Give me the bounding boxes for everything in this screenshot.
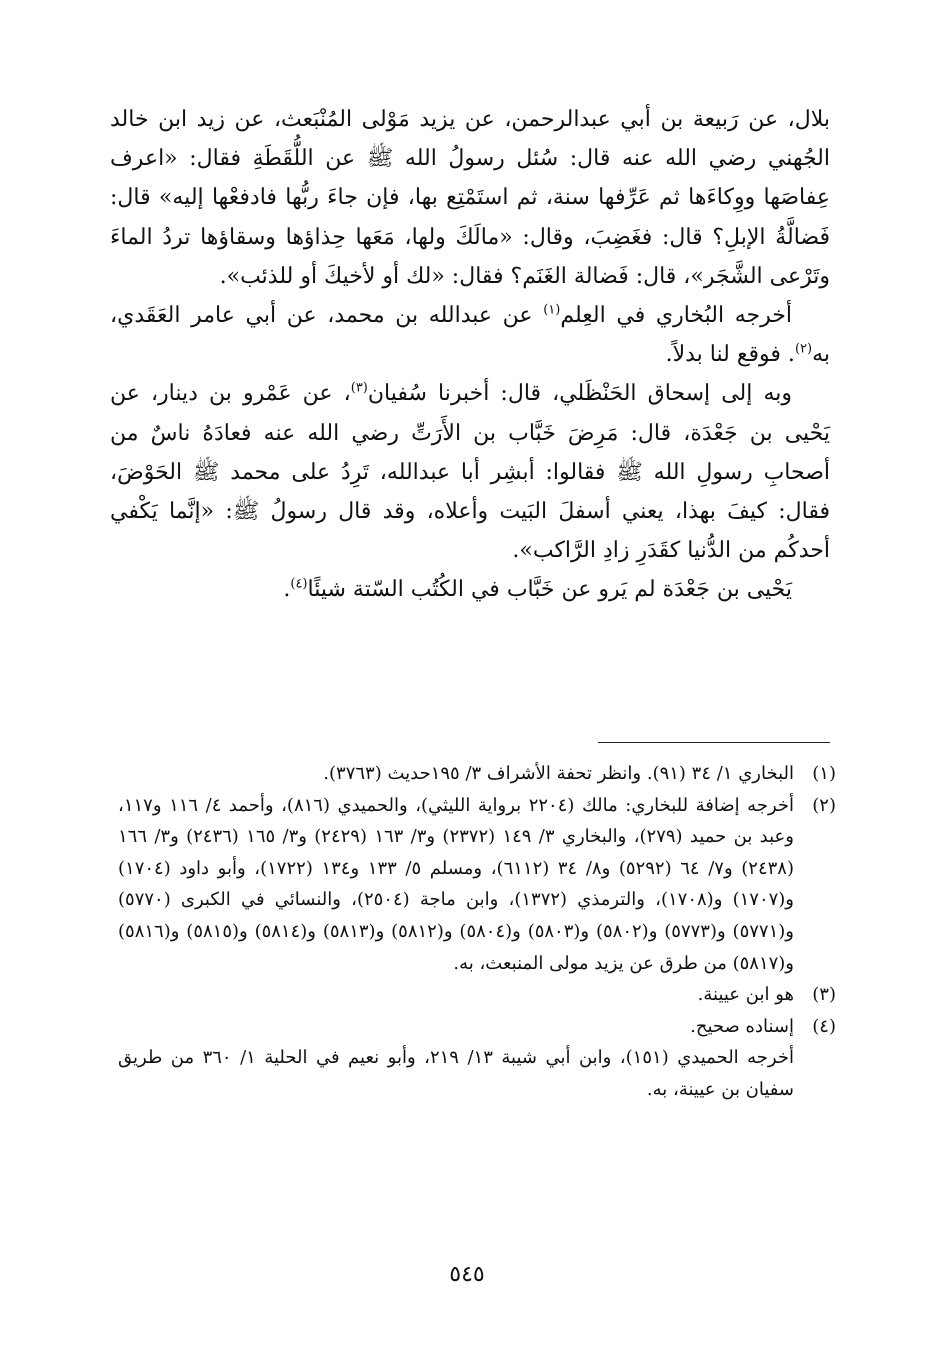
- footnote-number: (٤): [812, 1015, 836, 1037]
- footnote-marker[interactable]: (٤): [290, 577, 308, 593]
- footnote-marker[interactable]: (١): [543, 302, 561, 318]
- footnote-text: أخرجه إضافة للبخاري: مالك (٢٢٠٤ برواية الليثي)، والحميدي (٨١٦)، وأحمد ٤/ ١١٦ و١١٧، وعبد بن حميد (٢٧٩)، والبخاري ٣/ ١٤٩ (٢٣٧٢) و٣/ ١٦٣ (٢٤٢٩) و٣/ ١٦٥ (٢٤٣٦) و٣/ ١٦٦ (٢٤٣٨) و٧/ ٦٤ (٥٢٩٢) و٨/ ٣٤ (٦١١٢)، ومسلم ٥/ ١٣٣ و١٣٤ (١٧٢٢)، وأبو داود (١٧٠٤) و(١٧٠٧) و(١٧٠٨)، والترمذي (١٣٧٢)، وابن ماجة (٢٥٠٤)، والنسائي في الكبرى (٥٧٧٠) و(٥٧٧١) و(٥٧٧٣) و(٥٨٠٢) و(٥٨٠٣) و(٥٨٠٤) و(٥٨١٢) و(٥٨١٣) و(٥٨١٤) و(٥٨١٥) و(٥٨١٦) و(٥٨١٧) من طرق عن يزيد مولى المنبعث، به.: [118, 794, 795, 974]
- footnote-number: (٢): [812, 794, 836, 816]
- footnote-number: (١): [812, 763, 836, 784]
- footnote-text: البخاري ١/ ٣٤ (٩١). وانظر تحفة الأشراف ٣/ ١٩٥حديث (٣٧٦٣).: [323, 763, 794, 784]
- paragraph-text: . فوقع لنا بدلاً.: [665, 342, 795, 368]
- footnote-marker[interactable]: (٢): [794, 341, 813, 357]
- takhrij-paragraph: [110, 296, 830, 374]
- footnote-separator: [598, 742, 830, 743]
- footnote-number: (٣): [812, 984, 836, 1006]
- paragraph-text: وبه إلى إسحاق الحَنْظَلي، قال: أخبرنا سُفيان: [367, 381, 792, 407]
- comment-paragraph: [110, 570, 830, 609]
- footnotes: [118, 758, 836, 1106]
- footnote-marker[interactable]: (٣): [350, 381, 368, 397]
- paragraph-text: .: [283, 577, 291, 603]
- page-number: ٥٤٥: [449, 1262, 485, 1287]
- paragraph-text: ، عن عَمْرو بن دينار، عن يَحْيى بن جَعْدَة، قال: مَرِضَ خَبَّاب بن الأَرَتِّ رضي الله عنه فعادَهُ ناسٌ من أصحابِ رسولِ الله ﷺ فقالوا: أبشِر أبا عبدالله، تَرِدُ على محمد ﷺ الحَوْضَ، فقال: كيفَ بهذا، يعني أسفلَ البَيت وأعلاه، وقد قال رسولُ ﷺ: «إنَّما يَكْفي أحدكُم من الدُّنيا كقَدَرِ زادِ الرَّاكب».: [110, 381, 830, 564]
- footnote-4: [118, 1011, 836, 1043]
- footnote-1: [118, 758, 836, 790]
- paragraph-text: يَحْيى بن جَعْدَة لم يَرو عن خَبَّاب في الكُتُب السّتة شيئًا: [307, 577, 792, 603]
- footnote-2: [118, 790, 836, 980]
- main-text: [110, 100, 830, 610]
- footnote-text: هو ابن عيينة.: [697, 984, 794, 1006]
- paragraph-text: أخرجه البُخاري في العِلم: [560, 303, 792, 329]
- paragraph-text: عن عبدالله بن محمد، عن أبي عامر العَقَدي، به: [110, 303, 830, 368]
- footnote-text: إسناده صحيح.: [690, 1015, 794, 1037]
- hadith-paragraph-1: [110, 100, 830, 296]
- footnote-3: [118, 979, 836, 1011]
- hadith-paragraph-2: [110, 374, 830, 570]
- footnote-4-continuation: أخرجه الحميدي (١٥١)، وابن أبي شيبة ١٣/ ٢١٩، وأبو نعيم في الحلية ١/ ٣٦٠ من طريق سفيان بن عيينة، به.: [118, 1047, 794, 1100]
- paragraph-text: بلال، عن رَبيعة بن أبي عبدالرحمن، عن يزيد مَوْلى المُنْبَعث، عن زيد ابن خالد الجُهني رضي الله عنه قال: سُئل رسولُ الله ﷺ عن اللُّقَطَةِ فقال: «اعرف عِفاصَها ووِكاءَها ثم عَرِّفها سنة، ثم استَمْتِع بها، فإن جاءَ ربُّها فادفعْها إليه» قال: فَضالَّةُ الإبلِ؟ قال: فغَضِبَ، وقال: «مالَكَ ولها، مَعَها حِذاؤها وسقاؤها تردُ الماءَ وتَرْعى الشَّجَر»، قال: فَضالة الغَنَم؟ فقال: «لك أو لأخيكَ أو للذئب».: [110, 107, 830, 289]
